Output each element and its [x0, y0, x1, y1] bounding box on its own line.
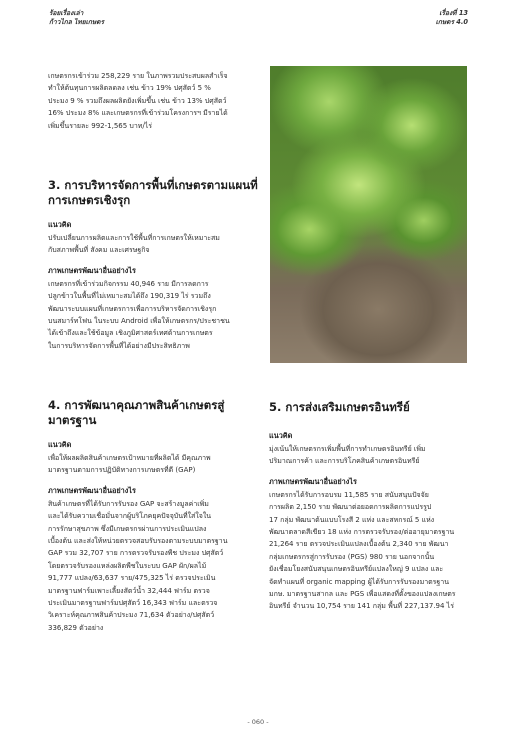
section-3-result-line: บนสมาร์ทโฟน ในระบบ Android เพื่อให้เกษตรกร/ประชาชน — [48, 317, 230, 326]
section-3-result-label: ภาพเกษตรพัฒนาอื่นอย่างไร — [48, 265, 136, 275]
section-4-result-label: ภาพเกษตรพัฒนาอื่นอย่างไร — [48, 485, 136, 495]
section-4-concept-line: มาตรฐานตามการปฏิบัติทางการเกษตรที่ดี (GAP) — [48, 466, 196, 475]
section-4-result-line: GAP รวม 32,707 ราย การตรวจรับรองพืช ประมง ปศุสัตว์ — [48, 549, 224, 558]
section-4-result-line: วิเคราะห์คุณภาพสินค้าประมง 71,634 ตัวอย่าง/ปศุสัตว์ — [48, 611, 215, 620]
section-3-result-line: พัฒนาระบบแผนที่เกษตรการเพื่อการบริหารจัดการเชิงรุก — [48, 304, 217, 313]
intro-line: ประมง 9 % รวมถึงผลผลิตยังเพิ่มขึ้น เช่น ข้าว 13% ปศุสัตว์ — [48, 96, 227, 105]
section-5-result-line: พัฒนาตลาดสีเขียว 18 แห่ง การตรวจรับรอง/ต่ออายุมาตรฐาน — [269, 528, 455, 537]
intro-line: เกษตรกรเข้าร่วม 258,229 ราย ในภาพรวมประสบผลสำเร็จ — [48, 72, 228, 80]
book-title: ร้อยเรื่องเล่า — [49, 9, 84, 17]
lettuce-field-photo — [270, 66, 467, 363]
section-5-concept-line: มุ่งเน้นให้เกษตรกรเพิ่มพื้นที่การทำเกษตรอินทรีย์ เพิ่ม — [269, 445, 426, 453]
section-3-result-line: ในการบริหารจัดการพื้นที่ได้อย่างมีประสิทธิภาพ — [48, 341, 190, 350]
section-5 — [269, 400, 471, 613]
section-4-result-line: สินค้าเกษตรที่ได้รับการรับรอง GAP จะสร้างมูลค่าเพิ่ม — [48, 499, 209, 508]
section-3-concept-label: แนวคิด — [48, 220, 72, 229]
section-5-concept-line: ปริมาณการค้า และการบริโภคสินค้าเกษตรอินทรีย์ — [269, 457, 420, 466]
story-topic: เกษตร 4.0 — [435, 17, 468, 26]
section-4-title: 4. การพัฒนาคุณภาพสินค้าเกษตรสู่ — [48, 398, 225, 412]
section-4-result-line: 336,829 ตัวอย่าง — [48, 623, 104, 632]
section-4-result-line: และได้รับความเชื่อมั่นจากผู้บริโภคยุคปัจจุบันที่ใส่ใจใน — [48, 512, 212, 521]
page-number: - 060 - — [247, 718, 269, 726]
section-3 — [48, 178, 258, 352]
section-3-concept-line: กับสภาพพื้นที่ สังคม และเศรษฐกิจ — [48, 246, 150, 255]
section-3-result-line: เกษตรกรที่เข้าร่วมกิจกรรม 40,946 ราย มีการลดการ — [48, 279, 209, 288]
running-header-right — [436, 9, 468, 26]
section-3-title-cont: การเกษตรเชิงรุก — [48, 193, 131, 207]
running-header-left — [49, 9, 104, 26]
section-5-result-line: ยังเชื่อมโยงสนับสนุนเกษตรอินทรีย์แปลงใหญ่ 9 แปลง และ — [269, 565, 444, 574]
section-5-result-line: 21,264 ราย ตรวจประเมินแปลงเบื้องต้น 2,340 ราย พัฒนา — [269, 540, 449, 549]
section-5-title: 5. การส่งเสริมเกษตรอินทรีย์ — [269, 400, 410, 414]
section-4-result-line: 91,777 แปลง/63,637 ราย/475,325 ไร่ ตรวจประเมิน — [48, 574, 216, 583]
section-5-result-label: ภาพเกษตรพัฒนาอื่นอย่างไร — [269, 476, 357, 486]
section-5-result-line: อินทรีย์ จำนวน 10,754 ราย 141 กลุ่ม พื้นที่ 227,137.94 ไร่ — [269, 602, 454, 611]
section-5-result-line: จัดทำแผนที่ organic mapping ผู้ได้รับการรับรองมาตรฐาน — [269, 577, 450, 586]
section-3-title: 3. การบริหารจัดการพื้นที่เกษตรตามแผนที่ — [48, 178, 258, 192]
section-4-concept-line: เพื่อให้ผลผลิตสินค้าเกษตรเป้าหมายที่ผลิตได้ มีคุณภาพ — [48, 454, 211, 462]
section-4-concept-label: แนวคิด — [48, 440, 72, 449]
intro-line: ทำให้ต้นทุนการผลิตลดลง เช่น ข้าว 19% ปศุสัตว์ 5 % — [48, 84, 211, 93]
section-4 — [48, 398, 258, 634]
section-4-title-cont: มาตรฐาน — [48, 413, 97, 427]
story-number: เรื่องที่ 13 — [439, 9, 468, 17]
section-5-result-line: เกษตรกรได้รับการอบรม 11,585 ราย สนับสนุนปัจจัย — [269, 490, 429, 499]
intro-block — [48, 70, 258, 132]
section-4-result-line: โดยตรวจรับรองแหล่งผลิตพืชในระบบ GAP ผัก/ผลไม้ — [48, 561, 207, 570]
section-5-result-line: กลุ่มเกษตรกรสู่การรับรอง (PGS) 980 ราย นอกจากนั้น — [269, 552, 435, 561]
section-4-result-line: มาตรฐานฟาร์มเพาะเลี้ยงสัตว์น้ำ 32,444 ฟาร์ม ตรวจ — [48, 586, 210, 595]
section-5-result-line: มกษ. มาตรฐานสากล และ PGS เพื่อแสดงที่ตั้งของแปลงเกษตร — [269, 590, 456, 599]
intro-line: เพิ่มขึ้นรายละ 992-1,565 บาท/ไร่ — [48, 121, 153, 130]
section-5-concept-label: แนวคิด — [269, 431, 293, 440]
section-5-result-line: การผลิต 2,150 ราย พัฒนาต่อยอดการผลิตการแปรรูป — [269, 503, 432, 512]
book-subtitle: ก้าวไกล ไทยเกษตร — [49, 17, 104, 26]
section-3-concept-line: ปรับเปลี่ยนการผลิตและการใช้พื้นที่การเกษตรให้เหมาะสม — [48, 234, 220, 242]
section-4-result-line: การรักษาสุขภาพ ซึ่งมีเกษตรกรผ่านการประเมินแปลง — [48, 524, 207, 533]
section-3-result-line: ปลูกข้าวในพื้นที่ไม่เหมาะสมได้ถึง 190,319 ไร่ รวมถึง — [48, 292, 211, 301]
section-5-result-line: 17 กลุ่ม พัฒนาต้นแบบโรงสี 2 แห่ง และสหกรณ์ 5 แห่ง — [269, 515, 435, 524]
section-3-result-line: ได้เข้าถึงและใช้ข้อมูล เชิงภูมิศาสตร์เทศด้านการเกษตร — [48, 329, 213, 338]
intro-line: 16% ประมง 8% และเกษตรกรที่เข้าร่วมโครงการฯ มีรายได้ — [48, 109, 228, 118]
section-4-result-line: เบื้องต้น และส่งให้หน่วยตรวจสอบรับรองตามระบบมาตรฐาน — [48, 537, 228, 546]
section-4-result-line: ประเมินมาตรฐานฟาร์มปศุสัตว์ 16,343 ฟาร์ม และตรวจ — [48, 599, 218, 608]
